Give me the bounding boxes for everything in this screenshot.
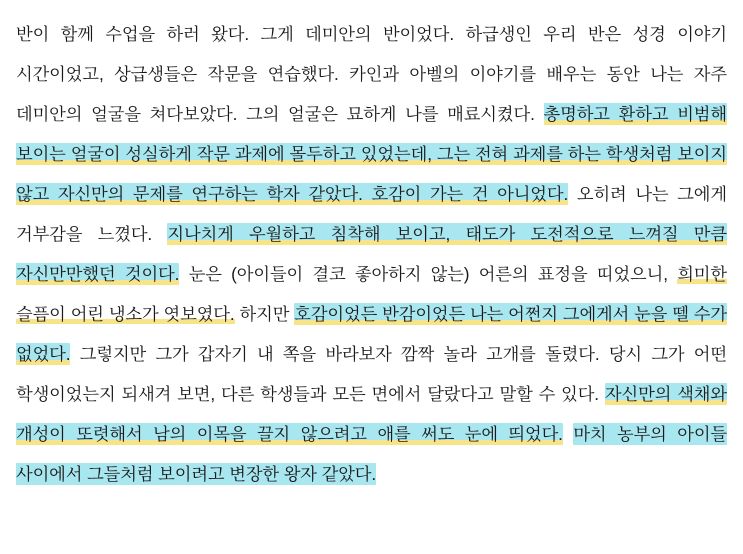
highlight-cyan-2[interactable]: 지나치게 우월하고 침착해 보이고, 태도가 도전적으로 느껴질 만큼 자신만만했던 것이다. (16, 224, 727, 284)
highlight-cyan-3[interactable]: 호감이었든 반감이었든 나는 어쩐지 그에게서 눈을 뗄 수가 없었다. (16, 304, 727, 364)
highlight-cyan-5[interactable]: 마치 농부의 아이들 사이에서 그들처럼 보이려고 변장한 왕자 같았다. (16, 424, 728, 484)
text-run-plain-3: 눈은 (아이들이 결코 좋아하지 않는) 어른의 표정을 띠었으니, (179, 264, 678, 284)
text-run-plain-2: 오히려 나는 그에게 거부감을 느꼈다. (16, 184, 727, 244)
text-run-plain-6 (563, 424, 573, 444)
text-run-plain-1: 반이 함께 수업을 하러 왔다. 그게 데미안의 반이었다. 하급생인 우리 반은 성경 이야기 시간이었고, 상급생들은 작문을 연습했다. 카인과 아벨의 이야기를 배우는 동안 나는 자주 데미안의 얼굴을 쳐다보았다. 그의 얼굴은 묘하게 나를 매료시켰다. (16, 24, 727, 124)
highlight-yellow-1[interactable]: 희미한 슬픔이 어린 냉소가 엿보였다. (16, 264, 727, 324)
highlight-cyan-1[interactable]: 총명하고 환하고 비범해 보이는 얼굴이 성실하게 작문 과제에 몰두하고 있었는데, 그는 전혀 과제를 하는 학생처럼 보이지 않고 자신만의 문제를 연구하는 학자 같았다. 호감이 가는 건 아니었다. (16, 104, 727, 204)
text-run-plain-4: 하지만 (234, 304, 295, 324)
highlight-cyan-4[interactable]: 자신만의 색채와 개성이 또렷해서 남의 이목을 끌지 않으려고 애를 써도 눈에 띄었다. (16, 384, 727, 444)
book-body-text (16, 14, 727, 494)
text-run-plain-5: 그렇지만 그가 갑자기 내 쪽을 바라보자 깜짝 놀라 고개를 돌렸다. 당시 그가 어떤 학생이었는지 되새겨 보면, 다른 학생들과 모든 면에서 달랐다고 말할 수 있다. (16, 344, 727, 404)
